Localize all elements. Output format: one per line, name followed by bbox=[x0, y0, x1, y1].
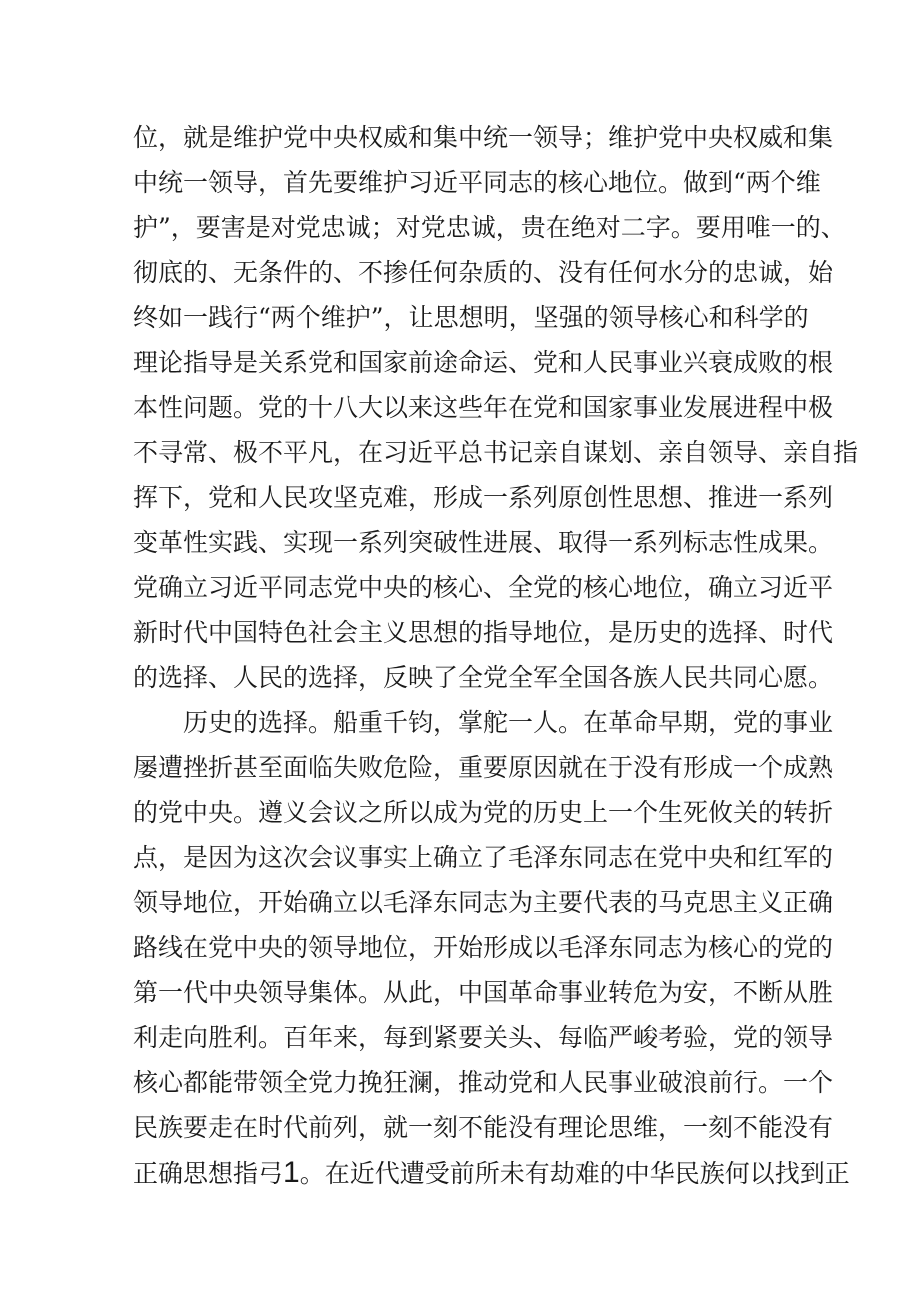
text-line: 护”，要害是对党忠诚；对党忠诚，贵在绝对二字。要用唯一的、 bbox=[133, 213, 846, 242]
text-line: 党确立习近平同志党中央的核心、全党的核心地位，确立习近平 bbox=[133, 573, 834, 602]
text-line: 核心都能带领全党力挽狂澜，推动党和人民事业破浪前行。一个 bbox=[133, 1068, 834, 1097]
text-line: 彻底的、无条件的、不掺任何杂质的、没有任何水分的忠诚，始 bbox=[133, 258, 834, 287]
text-line: 民族要走在时代前列，就一刻不能没有理论思维，一刻不能没有 bbox=[133, 1113, 834, 1142]
text-line: 不寻常、极不平凡，在习近平总书记亲自谋划、亲自领导、亲自指 bbox=[133, 438, 859, 467]
text-line: 中统一领导，首先要维护习近平同志的核心地位。做到“两个维 bbox=[133, 168, 821, 197]
text-line bbox=[133, 1153, 850, 1193]
text-line: 终如一践行“两个维护”，让思想明，坚强的领导核心和科学的 bbox=[133, 303, 809, 332]
text-line: 位，就是维护党中央权威和集中统一领导；维护党中央权威和集 bbox=[133, 123, 834, 152]
text-segment: 。在近代遭受前所未有劫难的中华民族何以找到正 bbox=[299, 1159, 850, 1188]
text-line: 屡遭挫折甚至面临失败危险，重要原因就在于没有形成一个成熟 bbox=[133, 753, 834, 782]
text-line: 本性问题。党的十八大以来这些年在党和国家事业发展进程中极 bbox=[133, 393, 834, 422]
text-line: 第一代中央领导集体。从此，中国革命事业转危为安，不断从胜 bbox=[133, 978, 834, 1007]
text-line: 的党中央。遵义会议之所以成为党的历史上一个生死攸关的转折 bbox=[133, 798, 834, 827]
text-line: 理论指导是关系党和国家前途命运、党和人民事业兴衰成败的根 bbox=[133, 348, 834, 377]
text-line: 挥下，党和人民攻坚克难，形成一系列原创性思想、推进一系列 bbox=[133, 483, 834, 512]
text-line: 领导地位，开始确立以毛泽东同志为主要代表的马克思主义正确 bbox=[133, 888, 834, 917]
text-line: 新时代中国特色社会主义思想的指导地位，是历史的选择、时代 bbox=[133, 618, 834, 647]
paragraph-first-line: 历史的选择。船重千钧，掌舵一人。在革命早期，党的事业 bbox=[183, 708, 834, 737]
text-line: 的选择、人民的选择，反映了全党全军全国各族人民共同心愿。 bbox=[133, 663, 834, 692]
text-line: 利走向胜利。百年来，每到紧要关头、每临严峻考验，党的领导 bbox=[133, 1023, 834, 1052]
text-segment: 正确思想指弓 bbox=[133, 1159, 284, 1188]
oversized-digit: 1 bbox=[283, 1156, 300, 1189]
text-line: 变革性实践、实现一系列突破性进展、取得一系列标志性成果。 bbox=[133, 528, 834, 557]
text-line: 路线在党中央的领导地位，开始形成以毛泽东同志为核心的党的 bbox=[133, 933, 834, 962]
text-line: 点，是因为这次会议事实上确立了毛泽东同志在党中央和红军的 bbox=[133, 843, 834, 872]
